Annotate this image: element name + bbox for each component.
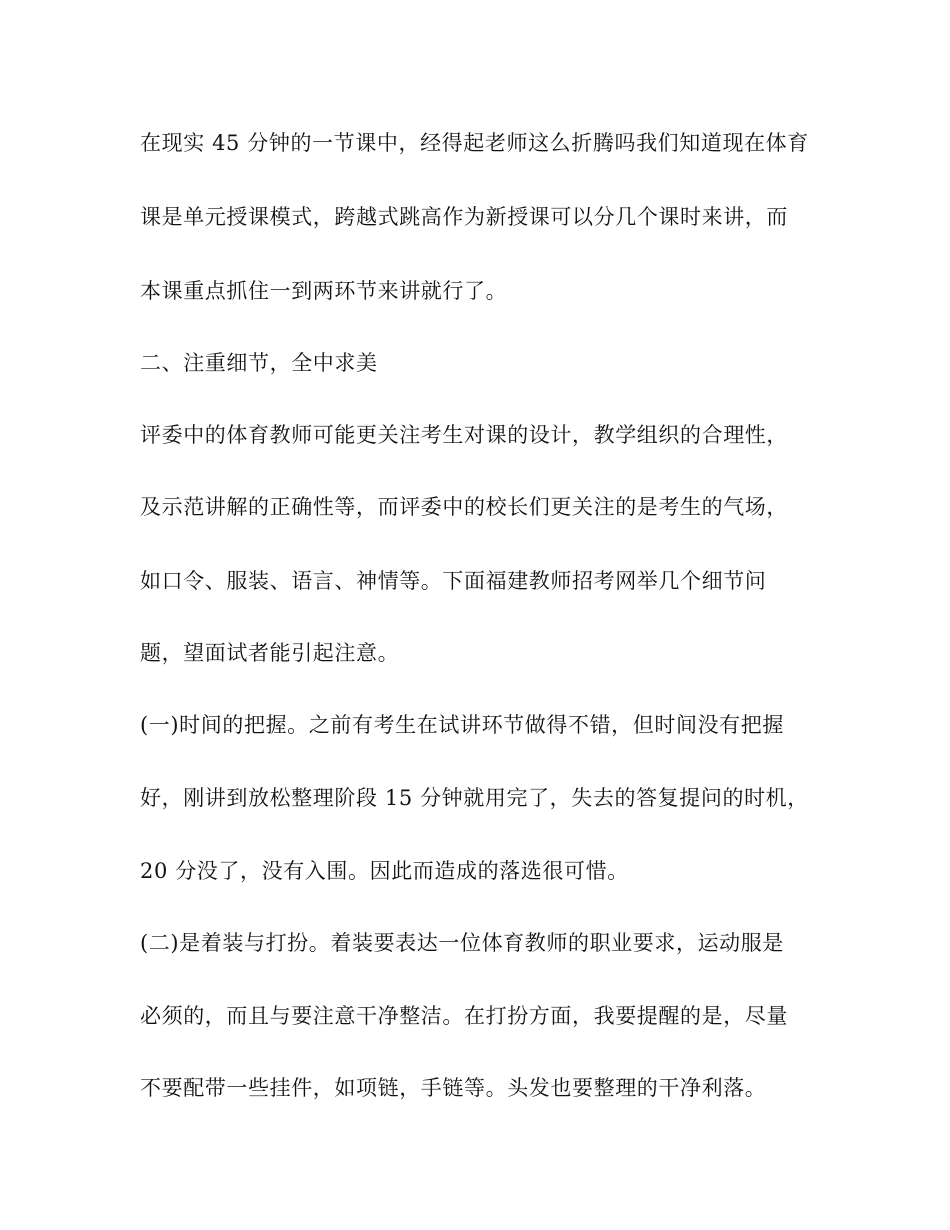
text-line: 不要配带一些挂件，如项链，手链等。头发也要整理的干净利落。 [140,1076,767,1100]
section-heading: 二、注重细节，全中求美 [140,351,378,375]
text-line: 如口令、服装、语言、神情等。下面福建教师招考网举几个细节问 [140,569,767,593]
text-line: 评委中的体育教师可能更关注考生对课的设计，教学组织的合理性， [140,423,788,447]
text-line: (一)时间的把握。之前有考生在试讲环节做得不错，但时间没有把握 [140,713,784,737]
text-line: 及示范讲解的正确性等，而评委中的校长们更关注的是考生的气场， [140,495,788,519]
text-line: 本课重点抓住一到两环节来讲就行了。 [140,279,508,303]
text-line: (二)是着装与打扮。着装要表达一位体育教师的职业要求，运动服是 [140,931,784,955]
text-line: 20 分没了，没有入围。因此而造成的落选很可惜。 [140,859,629,883]
text-line: 课是单元授课模式，跨越式跳高作为新授课可以分几个课时来讲，而 [140,205,788,229]
text-line: 必须的，而且与要注意干净整洁。在打扮方面，我要提醒的是，尽量 [140,1004,788,1028]
text-line: 好，刚讲到放松整理阶段 15 分钟就用完了，失去的答复提问的时机， [140,786,809,810]
text-line: 在现实 45 分钟的一节课中，经得起老师这么折腾吗我们知道现在体育 [140,131,809,155]
text-line: 题，望面试者能引起注意。 [140,641,400,665]
